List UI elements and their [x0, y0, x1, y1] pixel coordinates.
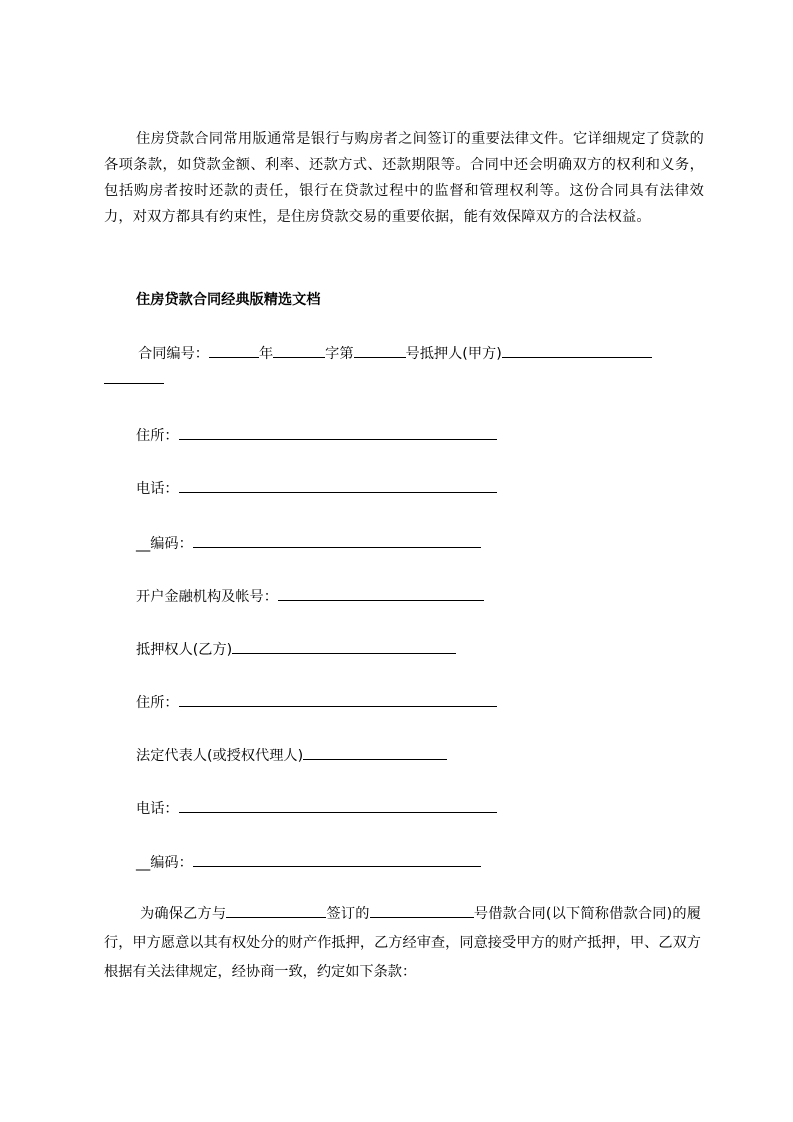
contract-number-blank-1: [209, 342, 259, 358]
postcode-blank-2: [193, 851, 481, 867]
address-label-2: 住所：: [136, 695, 179, 711]
bank-account-field: [136, 585, 484, 608]
mortgagor-blank: [502, 342, 652, 358]
closing-part-3: 号借款合同(以下简称借款合同)的履行，甲方愿意以其有权处分的财产作抵押，乙方经审查，同意接受甲方的财产抵押，甲、乙双方根据有关法律规定，经协商一致，约定如下条款：: [104, 906, 701, 980]
postcode-field-1: [136, 532, 481, 555]
address-field-2: [136, 691, 497, 714]
phone-label-2: 电话：: [136, 801, 179, 817]
closing-blank-1: [226, 902, 326, 918]
legal-rep-label: 法定代表人(或授权代理人): [136, 748, 304, 764]
mortgagor-blank-cont: [104, 368, 164, 384]
contract-number-line: [104, 341, 701, 393]
contract-number-label: 合同编号：: [138, 346, 209, 362]
mortgagor-label: 号抵押人(甲方): [405, 346, 502, 362]
intro-paragraph: 住房贷款合同常用版通常是银行与购房者之间签订的重要法律文件。它详细规定了贷款的各项条款，如贷款金额、利率、还款方式、还款期限等。合同中还会明确双方的权利和义务，包括购房者按时还款的责任，银行在贷款过程中的监督和管理权利等。这份合同具有法律效力，对双方都具有约束性，是住房贷款交易的重要依据，能有效保障双方的合法权益。: [104, 131, 704, 225]
postcode-label-2: __编码：: [136, 855, 193, 871]
postcode-field-2: [136, 851, 481, 874]
closing-part-2: 签订的: [326, 906, 370, 922]
bank-account-label: 开户金融机构及帐号：: [136, 589, 278, 605]
closing-part-1: 为确保乙方与: [140, 906, 227, 922]
address-blank-1: [179, 424, 497, 440]
mortgagee-label: 抵押权人(乙方): [136, 642, 233, 658]
mortgagee-blank: [232, 638, 456, 654]
phone-blank-1: [179, 477, 497, 493]
address-label-1: 住所：: [136, 428, 179, 444]
mortgagee-field: [136, 638, 456, 661]
contract-number-blank-3: [354, 342, 406, 358]
contract-zi-di-label: 字第: [325, 346, 354, 362]
address-field-1: [136, 424, 497, 447]
address-blank-2: [179, 691, 497, 707]
postcode-label-1: __编码：: [136, 536, 193, 552]
contract-number-blank-2: [273, 342, 325, 358]
contract-year-label: 年: [258, 346, 274, 362]
closing-blank-2: [370, 902, 474, 918]
bank-account-blank: [278, 585, 484, 601]
phone-blank-2: [179, 797, 497, 813]
phone-label-1: 电话：: [136, 481, 179, 497]
legal-rep-field: [136, 744, 447, 767]
postcode-blank-1: [193, 532, 481, 548]
closing-paragraph: [104, 900, 701, 987]
document-title: 住房贷款合同经典版精选文档: [136, 292, 321, 308]
phone-field-2: [136, 797, 497, 820]
legal-rep-blank: [303, 744, 447, 760]
phone-field-1: [136, 477, 497, 500]
